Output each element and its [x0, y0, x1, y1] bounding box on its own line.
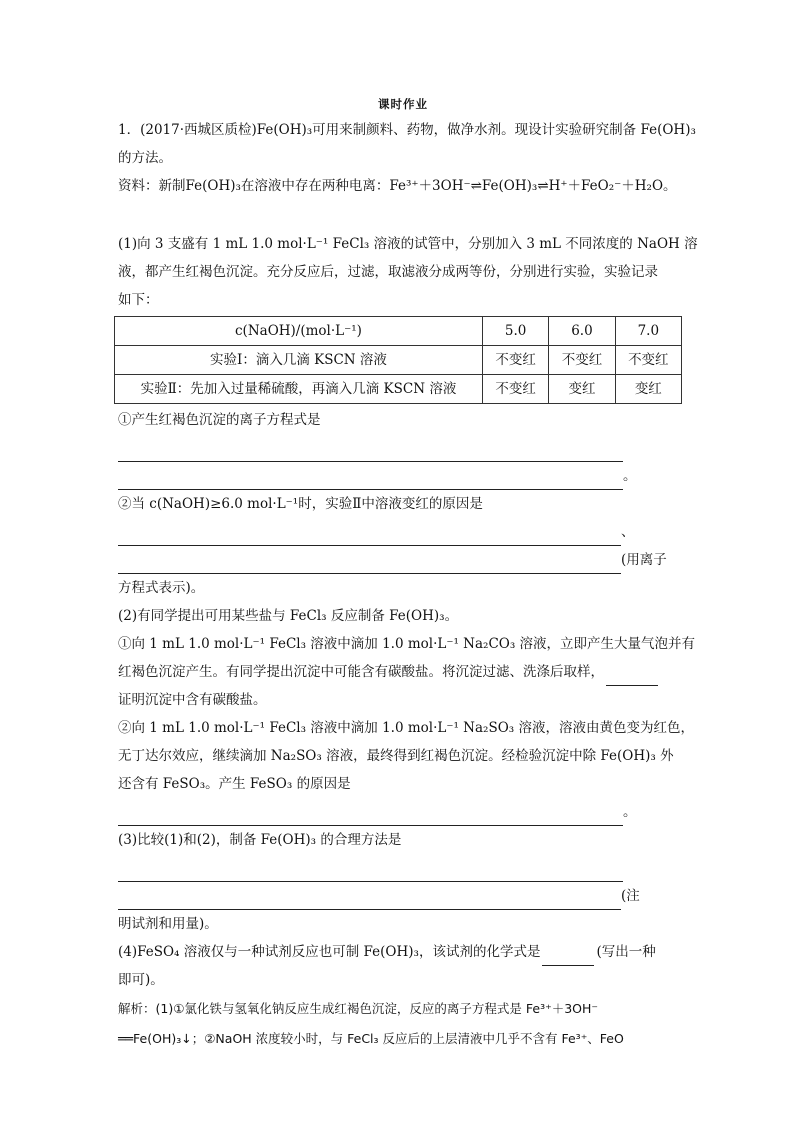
answer-line[interactable] [118, 546, 688, 574]
answer-blank[interactable] [118, 805, 623, 826]
part2-text: (2)有同学提出可用某些盐与 FeCl₃ 反应制备 Fe(OH)₃。 [118, 608, 459, 624]
part2-sub1-text: 红褐色沉淀产生。有同学提出沉淀中可能含有碳酸盐。将沉淀过滤、洗涤后取样， [118, 664, 604, 680]
note-text: 明试剂和用量)。 [118, 916, 218, 932]
note-text: 方程式表示)。 [118, 580, 205, 596]
table-row [115, 346, 682, 375]
note-text: (注 [621, 888, 640, 904]
punctuation: 。 [623, 804, 637, 820]
table-cell: 不变红 [549, 346, 615, 375]
table-cell: 实验Ⅱ：先加入过量稀硫酸，再滴入几滴 KSCN 溶液 [115, 375, 483, 404]
answer-line[interactable] [118, 518, 688, 546]
part1-text: 如下： [118, 292, 159, 308]
part2-sub1: ①向 1 mL 1.0 mol·L⁻¹ FeCl₃ 溶液中滴加 1.0 mol·L⁻¹ Na₂CO₃ 溶液，立即产生大量气泡并有 [118, 636, 696, 652]
subquestion-1: ①产生红褐色沉淀的离子方程式是 [118, 412, 321, 428]
part2-sub2: ②向 1 mL 1.0 mol·L⁻¹ FeCl₃ 溶液中滴加 1.0 mol·L⁻¹ Na₂SO₃ 溶液，溶液由黄色变为红色， [118, 720, 694, 736]
answer-line[interactable] [118, 462, 688, 490]
part4-note: (写出一种 [596, 944, 656, 960]
answer-blank[interactable] [118, 889, 621, 910]
part4-question: (4)FeSO₄ 溶液仅与一种试剂反应也可制 Fe(OH)₃，该试剂的化学式是 [118, 944, 541, 960]
table-header-cell: 6.0 [549, 317, 615, 346]
table-header-cell: 5.0 [482, 317, 548, 346]
part1-text: 液，都产生红褐色沉淀。充分反应后，过滤，取滤液分成两等份，分别进行实验，实验记录 [118, 264, 658, 280]
part4-text: 即可)。 [118, 972, 164, 988]
table-cell: 不变红 [482, 346, 548, 375]
answer-line[interactable] [118, 854, 688, 882]
experiment-table [114, 316, 682, 404]
worksheet-page [118, 92, 698, 1054]
part2-sub2: 还含有 FeSO₃。产生 FeSO₃ 的原因是 [118, 776, 351, 792]
analysis-text: 解析：(1)①氯化铁与氢氧化钠反应生成红褐色沉淀，反应的离子方程式是 Fe³⁺＋3OH⁻ [118, 1001, 598, 1016]
table-cell: 不变红 [482, 375, 548, 404]
page-title: 课时作业 [378, 97, 428, 111]
spacer [118, 200, 688, 230]
part2-sub2: 无丁达尔效应，继续滴加 Na₂SO₃ 溶液，最终得到红褐色沉淀。经检验沉淀中除 Fe(OH)₃ 外 [118, 748, 674, 764]
part2-sub1: 证明沉淀中含有碳酸盐。 [118, 692, 267, 708]
reference-info: 资料：新制Fe(OH)₃在溶液中存在两种电离：Fe³⁺＋3OH⁻⇌Fe(OH)₃⇌H⁺＋FeO₂⁻＋H₂O。 [118, 178, 677, 194]
table-header-cell: 7.0 [615, 317, 681, 346]
answer-blank[interactable] [118, 861, 623, 882]
answer-line[interactable] [118, 882, 688, 910]
table-cell: 实验Ⅰ：滴入几滴 KSCN 溶液 [115, 346, 483, 375]
part3-text: (3)比较(1)和(2)，制备 Fe(OH)₃ 的合理方法是 [118, 832, 402, 848]
table-cell: 变红 [549, 375, 615, 404]
analysis-text: ══Fe(OH)₃↓；②NaOH 浓度较小时，与 FeCl₃ 反应后的上层清液中几乎不含有 Fe³⁺、FeO [118, 1031, 624, 1046]
answer-blank[interactable] [118, 469, 623, 490]
note-text: (用离子 [621, 552, 667, 568]
answer-blank[interactable] [542, 949, 594, 966]
question-intro-line: 的方法。 [118, 150, 172, 166]
answer-blank[interactable] [118, 553, 621, 574]
table-row [115, 375, 682, 404]
subquestion-2: ②当 c(NaOH)≥6.0 mol·L⁻¹时，实验Ⅱ中溶液变红的原因是 [118, 496, 483, 512]
part4-text [118, 938, 688, 966]
part1-text: (1)向 3 支盛有 1 mL 1.0 mol·L⁻¹ FeCl₃ 溶液的试管中，分别加入 3 mL 不同浓度的 NaOH 溶 [118, 236, 698, 252]
answer-line[interactable] [118, 434, 688, 462]
question-intro-line: 1．(2017·西城区质检)Fe(OH)₃可用来制颜料、药物，做净水剂。现设计实验研究制备 Fe(OH)₃ [118, 122, 696, 138]
table-cell: 变红 [615, 375, 681, 404]
table-header-row [115, 317, 682, 346]
answer-blank[interactable] [118, 525, 621, 546]
part2-sub1 [118, 658, 688, 686]
answer-blank[interactable] [118, 441, 623, 462]
table-cell: 不变红 [615, 346, 681, 375]
answer-blank[interactable] [606, 669, 658, 686]
punctuation: 、 [621, 524, 635, 540]
table-header-cell: c(NaOH)/(mol·L⁻¹) [115, 317, 483, 346]
punctuation: 。 [623, 468, 637, 484]
answer-line[interactable] [118, 798, 688, 826]
